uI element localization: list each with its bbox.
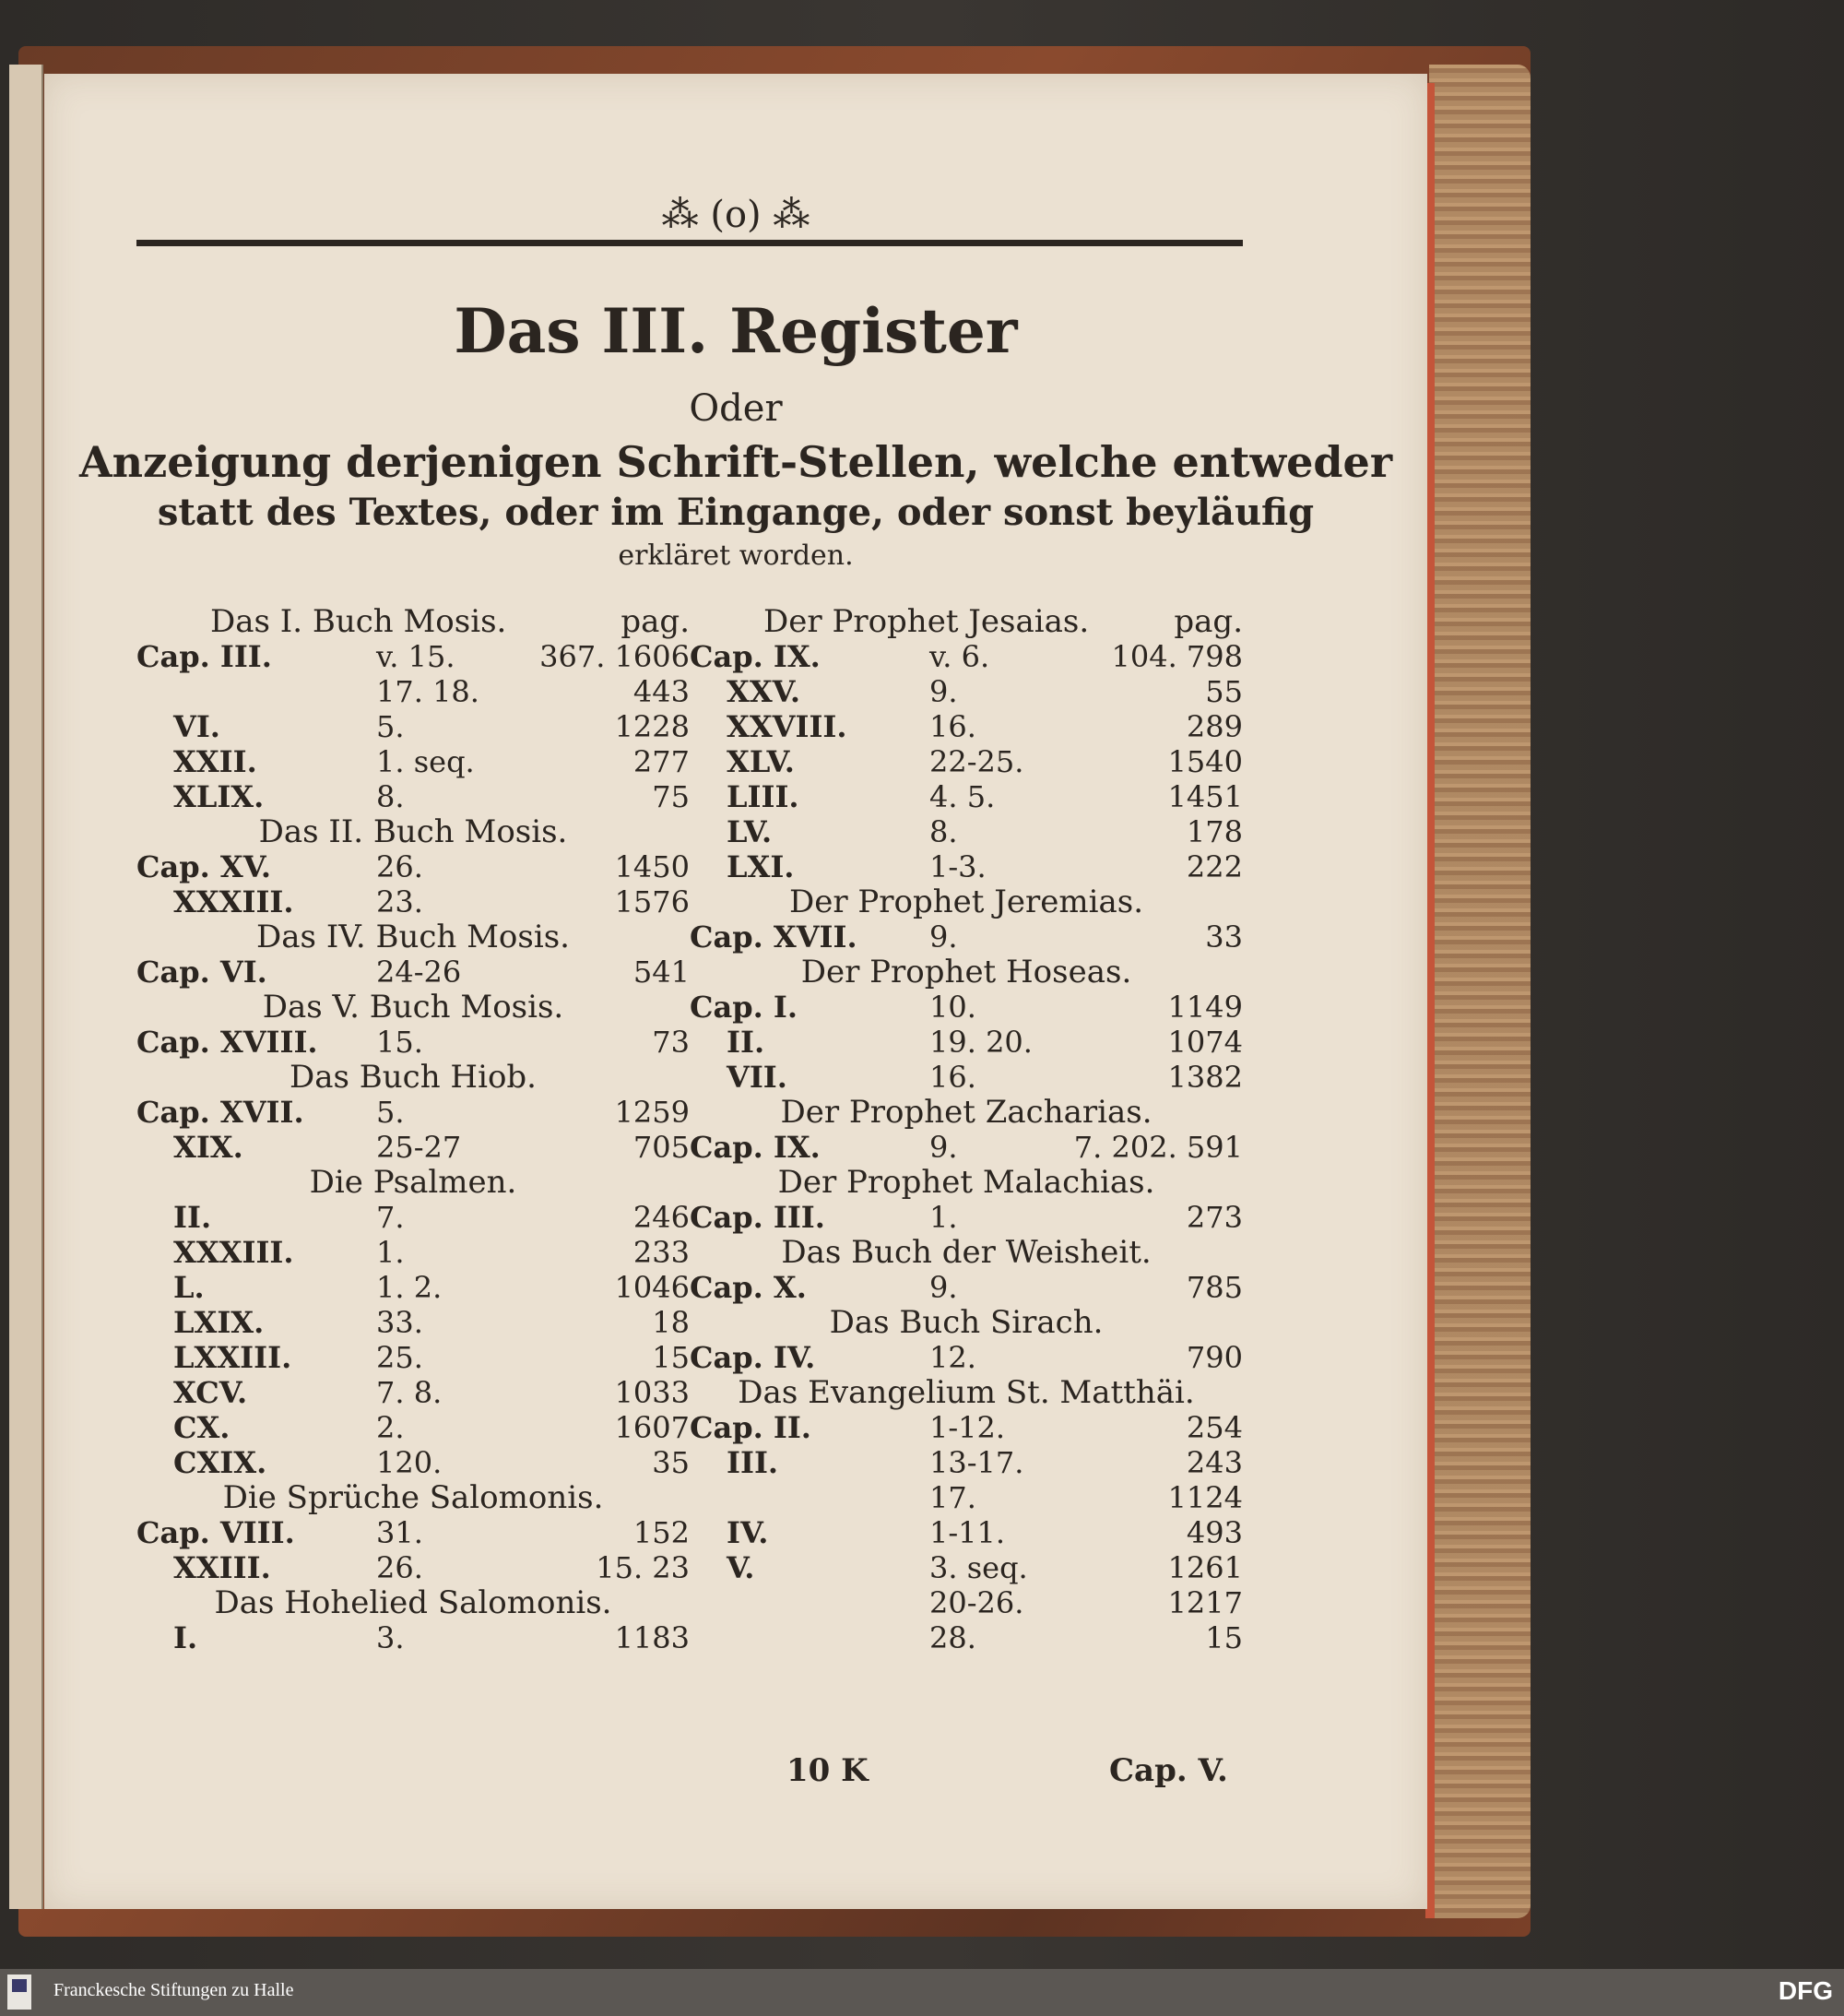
chapter-ref: XXII. [173, 744, 257, 779]
page-ref: 15. 23 [596, 1550, 690, 1585]
book-section-heading: Der Prophet Hoseas. [800, 954, 1132, 990]
page-ref: 705 [632, 1130, 690, 1165]
verse-ref: 9. [929, 919, 958, 955]
page-ref: 1228 [614, 709, 690, 744]
verse-ref: 9. [929, 674, 958, 709]
pag-label: pag. [1174, 603, 1243, 640]
register-entry [136, 1130, 690, 1165]
page-ref: 15 [652, 1340, 690, 1375]
verse-ref: 8. [929, 814, 958, 849]
chapter-ref: Cap. III. [136, 639, 272, 674]
verse-ref: 120. [376, 1445, 443, 1480]
page-ref: 243 [1186, 1445, 1243, 1480]
book-section-heading: Das V. Buch Mosis. [262, 989, 564, 1026]
header-rule [136, 240, 1243, 246]
catchword: Cap. V. [1109, 1752, 1228, 1789]
page-title: Das III. Register [454, 295, 1018, 367]
register-entry [690, 1480, 1243, 1515]
verse-ref: v. 15. [376, 639, 455, 674]
chapter-ref: V. [727, 1550, 755, 1585]
page-ref: 233 [632, 1235, 690, 1270]
oder-line: Oder [689, 387, 783, 430]
register-entry [136, 955, 690, 990]
page-ref: 790 [1186, 1340, 1243, 1375]
verse-ref: 31. [376, 1515, 423, 1550]
page-ref: 73 [652, 1025, 690, 1060]
register-entry [136, 1515, 690, 1550]
page-ref: 1124 [1167, 1480, 1243, 1515]
register-entry [690, 1550, 1243, 1585]
page-ref: 18 [652, 1305, 690, 1340]
chapter-ref: VI. [173, 709, 220, 744]
signature-mark: 10 K [786, 1752, 869, 1789]
book-page [44, 74, 1427, 1909]
chapter-ref: XXXIII. [173, 884, 294, 919]
verse-ref: 1. 2. [376, 1270, 443, 1305]
register-entry [136, 744, 690, 779]
verse-ref: 13-17. [929, 1445, 1024, 1480]
register-entry [690, 674, 1243, 709]
facing-page-edge [9, 65, 43, 1909]
verse-ref: 16. [929, 1060, 976, 1095]
register-entry [136, 639, 690, 674]
register-entry [690, 849, 1243, 884]
book-section-heading: Der Prophet Jeremias. [788, 883, 1144, 920]
verse-ref: 17. [929, 1480, 976, 1515]
chapter-ref: I. [173, 1620, 198, 1655]
page-ref: 277 [632, 744, 690, 779]
page-ref: 493 [1186, 1515, 1243, 1550]
page-ref: 75 [652, 779, 690, 814]
institution-logo-icon [7, 1974, 31, 2010]
verse-ref: 25. [376, 1340, 423, 1375]
verse-ref: 26. [376, 1550, 423, 1585]
page-ref: 152 [632, 1515, 690, 1550]
register-entry [136, 1095, 690, 1130]
page-ref: 7. 202. 591 [1073, 1130, 1243, 1165]
page-ref: 1033 [614, 1375, 690, 1410]
verse-ref: 22-25. [929, 744, 1024, 779]
verse-ref: 23. [376, 884, 423, 919]
chapter-ref: XXVIII. [727, 709, 847, 744]
book-section-heading: Die Sprüche Salomonis. [222, 1479, 604, 1516]
chapter-ref: IV. [727, 1515, 769, 1550]
footer-bar [0, 1969, 1844, 2016]
chapter-ref: III. [727, 1445, 779, 1480]
book-section-heading: Das Hohelied Salomonis. [214, 1584, 612, 1621]
verse-ref: 25-27 [376, 1130, 462, 1165]
page-ref: 1540 [1167, 744, 1243, 779]
book-section-heading: Das Evangelium St. Matthäi. [738, 1374, 1195, 1411]
verse-ref: 28. [929, 1620, 976, 1655]
page-ref: 246 [632, 1200, 690, 1235]
chapter-ref: II. [173, 1200, 212, 1235]
chapter-ref: XXIII. [173, 1550, 271, 1585]
register-entry [690, 1270, 1243, 1305]
page-ref: 1259 [614, 1095, 690, 1130]
chapter-ref: LXXIII. [173, 1340, 292, 1375]
register-entry [690, 779, 1243, 814]
chapter-ref: XXV. [727, 674, 801, 709]
right-register-column [690, 604, 1243, 1655]
book-section-heading: Das Buch der Weisheit. [781, 1234, 1152, 1271]
page-ref: 443 [632, 674, 690, 709]
register-entry [690, 1200, 1243, 1235]
verse-ref: 33. [376, 1305, 423, 1340]
page-ref: 1183 [614, 1620, 690, 1655]
chapter-ref: Cap. IV. [690, 1340, 816, 1375]
register-entry [136, 884, 690, 919]
register-entry [690, 1410, 1243, 1445]
page-ref: 1217 [1167, 1585, 1243, 1620]
verse-ref: 3. [376, 1620, 405, 1655]
page-ref: 1046 [614, 1270, 690, 1305]
chapter-ref: VII. [727, 1060, 787, 1095]
page-ref: 178 [1186, 814, 1243, 849]
register-entry [136, 1235, 690, 1270]
page-ref: 1576 [614, 884, 690, 919]
register-entry [136, 1305, 690, 1340]
register-entry [136, 1270, 690, 1305]
register-entry [690, 1060, 1243, 1095]
subtitle-line-3: erkläret worden. [618, 540, 854, 572]
chapter-ref: L. [173, 1270, 205, 1305]
verse-ref: 3. seq. [929, 1550, 1028, 1585]
subtitle-line-2: statt des Textes, oder im Eingange, oder sonst beyläufig [157, 491, 1315, 534]
chapter-ref: Cap. XVII. [690, 919, 857, 955]
register-entry [136, 709, 690, 744]
verse-ref: 1-3. [929, 849, 987, 884]
chapter-ref: Cap. I. [690, 990, 798, 1025]
register-entry [690, 1130, 1243, 1165]
register-entry [690, 1515, 1243, 1550]
book-name: Das I. Buch Mosis. [210, 603, 507, 640]
register-entry [136, 1410, 690, 1445]
chapter-ref: Cap. XVIII. [136, 1025, 318, 1060]
verse-ref: 7. 8. [376, 1375, 443, 1410]
register-entry [136, 1025, 690, 1060]
verse-ref: 24-26 [376, 955, 462, 990]
verse-ref: 7. [376, 1200, 405, 1235]
chapter-ref: CX. [173, 1410, 230, 1445]
register-entry [136, 849, 690, 884]
register-entry [690, 990, 1243, 1025]
page-ref: 1074 [1167, 1025, 1243, 1060]
dfg-logo: DFG [1778, 1976, 1833, 2005]
book-name: Der Prophet Jesaias. [763, 603, 1090, 640]
page-ref: 55 [1205, 674, 1243, 709]
book-section-heading: Der Prophet Malachias. [777, 1164, 1155, 1201]
verse-ref: 1. seq. [376, 744, 475, 779]
page-ref: 15 [1205, 1620, 1243, 1655]
verse-ref: 20-26. [929, 1585, 1024, 1620]
register-entry [690, 1620, 1243, 1655]
book-header [136, 604, 690, 639]
register-entry [136, 1340, 690, 1375]
register-entry [690, 1585, 1243, 1620]
verse-ref: 1. [929, 1200, 958, 1235]
chapter-ref: Cap. VI. [136, 955, 267, 990]
register-entry [690, 639, 1243, 674]
page-ref: 254 [1186, 1410, 1243, 1445]
verse-ref: 19. 20. [929, 1025, 1033, 1060]
page-ref: 367. 1606 [539, 639, 690, 674]
page-ref: 1607 [614, 1410, 690, 1445]
page-ref: 104. 798 [1111, 639, 1243, 674]
verse-ref: 5. [376, 1095, 405, 1130]
chapter-ref: II. [727, 1025, 765, 1060]
register-entry [136, 1550, 690, 1585]
verse-ref: 8. [376, 779, 405, 814]
page-ref: 1149 [1167, 990, 1243, 1025]
chapter-ref: LV. [727, 814, 773, 849]
chapter-ref: Cap. II. [690, 1410, 811, 1445]
register-entry [136, 674, 690, 709]
page-ref: 1382 [1167, 1060, 1243, 1095]
verse-ref: 9. [929, 1130, 958, 1165]
book-section-heading: Das Buch Hiob. [290, 1059, 537, 1096]
page-ref: 541 [632, 955, 690, 990]
subtitle-line-1: Anzeigung derjenigen Schrift-Stellen, welche entweder [78, 437, 1393, 487]
page-ref: 1451 [1167, 779, 1243, 814]
verse-ref: 12. [929, 1340, 976, 1375]
register-entry [690, 1340, 1243, 1375]
register-entry [690, 814, 1243, 849]
page-ref: 33 [1205, 919, 1243, 955]
chapter-ref: XIX. [173, 1130, 243, 1165]
page-ref: 289 [1186, 709, 1243, 744]
page-header-mark: ⁂ (o) ⁂ [661, 194, 810, 236]
verse-ref: 5. [376, 709, 405, 744]
chapter-ref: Cap. VIII. [136, 1515, 295, 1550]
page-ref: 785 [1186, 1270, 1243, 1305]
register-entry [690, 709, 1243, 744]
verse-ref: 2. [376, 1410, 405, 1445]
chapter-ref: LIII. [727, 779, 799, 814]
register-entry [690, 744, 1243, 779]
book-header [690, 604, 1243, 639]
pag-label: pag. [621, 603, 690, 640]
book-section-heading: Der Prophet Zacharias. [780, 1094, 1152, 1131]
page-ref: 273 [1186, 1200, 1243, 1235]
chapter-ref: LXIX. [173, 1305, 265, 1340]
footer-institution: Franckesche Stiftungen zu Halle [53, 1980, 294, 2000]
chapter-ref: XLV. [727, 744, 795, 779]
verse-ref: 1-12. [929, 1410, 1006, 1445]
page-ref: 222 [1186, 849, 1243, 884]
verse-ref: v. 6. [929, 639, 990, 674]
chapter-ref: Cap. IX. [690, 1130, 821, 1165]
register-entry [136, 1620, 690, 1655]
book-section-heading: Das Buch Sirach. [829, 1304, 1104, 1341]
verse-ref: 15. [376, 1025, 423, 1060]
chapter-ref: CXIX. [173, 1445, 267, 1480]
marbled-page-edge [1429, 65, 1531, 1918]
verse-ref: 1. [376, 1235, 405, 1270]
register-entry [690, 1025, 1243, 1060]
verse-ref: 17. 18. [376, 674, 479, 709]
verse-ref: 26. [376, 849, 423, 884]
book-section-heading: Das IV. Buch Mosis. [256, 919, 570, 955]
chapter-ref: XLIX. [173, 779, 265, 814]
chapter-ref: Cap. III. [690, 1200, 825, 1235]
verse-ref: 10. [929, 990, 976, 1025]
register-entry [690, 919, 1243, 955]
page-ref: 35 [652, 1445, 690, 1480]
verse-ref: 4. 5. [929, 779, 996, 814]
chapter-ref: XCV. [173, 1375, 248, 1410]
book-section-heading: Das II. Buch Mosis. [258, 813, 568, 850]
chapter-ref: XXXIII. [173, 1235, 294, 1270]
chapter-ref: Cap. XVII. [136, 1095, 304, 1130]
chapter-ref: Cap. XV. [136, 849, 272, 884]
register-entry [136, 779, 690, 814]
left-register-column [136, 604, 690, 1655]
verse-ref: 9. [929, 1270, 958, 1305]
chapter-ref: Cap. X. [690, 1270, 807, 1305]
register-entry [136, 1200, 690, 1235]
page-ref: 1450 [614, 849, 690, 884]
register-entry [690, 1445, 1243, 1480]
verse-ref: 16. [929, 709, 976, 744]
chapter-ref: Cap. IX. [690, 639, 821, 674]
register-entry [136, 1445, 690, 1480]
register-entry [136, 1375, 690, 1410]
page-ref: 1261 [1167, 1550, 1243, 1585]
chapter-ref: LXI. [727, 849, 795, 884]
verse-ref: 1-11. [929, 1515, 1006, 1550]
book-section-heading: Die Psalmen. [309, 1164, 517, 1201]
